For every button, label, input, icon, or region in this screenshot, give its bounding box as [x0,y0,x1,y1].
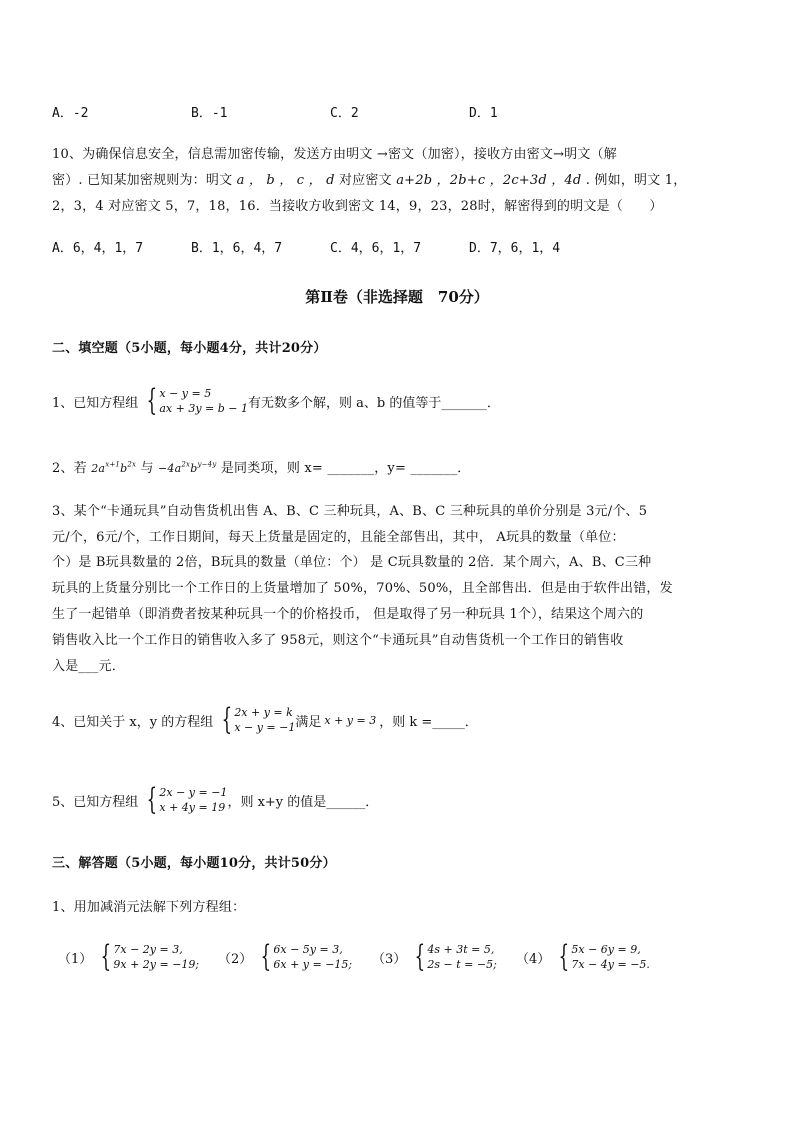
brace-icon: { [260,939,272,974]
section2-heading: 二、填空题（5小题，每小题4分，共计20分） [52,341,327,356]
s2-q2-term2: −4a [158,462,182,475]
s2-q2-sup2: 2x [181,460,191,469]
q9-option-a: A．-2 [52,106,89,121]
s2-q2-mid: 与 [140,461,154,476]
s2-q2 [52,457,471,476]
s3-q1-intro: 1、用加减消元法解下列方程组： [52,900,246,915]
s3-system-3-eqs [427,942,496,972]
s2-q2-term1: 2a [91,462,106,475]
s2-q2-prefix: 2、若 [52,461,87,476]
s2-q4-system [234,705,295,735]
s2-q3-line7: 入是___元． [52,659,125,674]
s3-system-4 [516,939,650,974]
brace-icon: { [558,939,570,974]
s3-system-2 [218,939,353,974]
s3-system-3-eq2: 2s − t = −5; [427,958,497,971]
section3-heading: 三、解答题（5小题，每小题10分，共计50分） [52,856,336,871]
s3-system-3-label: （3） [372,951,407,967]
s2-q1 [52,383,500,418]
q10-line2-text-c: . 例如，明文 1， [585,173,687,188]
s3-system-1-eqs [113,942,199,972]
s2-q2-sup1: x+1 [105,460,121,469]
q10-cipher-expr: a+2b ，2b+c ，2c+3d ，4d [396,173,582,188]
s2-q4-condition: x + y = 3 [324,713,377,727]
s2-q3-line1: 3、某个“卡通玩具”自动售货机出售 A、B、C 三种玩具，A、B、C 三种玩具的单价分别是 3元/个、5 [52,504,648,519]
s2-q4 [52,702,478,737]
s3-system-4-eq1: 5x − 6y = 9, [571,943,641,956]
q9-option-d: D．1 [469,106,498,121]
s2-q2-suffix: 是同类项，则 x= _______，y= _______． [220,461,471,476]
s2-q3-line4: 玩具的上货量分别比一个工作日的上货量增加了 50%，70%、50%，且全部售出．但是由于软件出错，发 [52,581,673,596]
q9-option-c: C．2 [330,106,359,121]
s2-q5-eq2: x + 4y = 19 [159,801,226,814]
s2-q1-suffix: 有无数多个解，则 a、b 的值等于_______． [248,395,500,411]
q10-line2-text-b: 对应密文 [339,173,392,188]
s3-system-3 [372,939,497,974]
brace-icon: { [146,383,158,418]
s2-q3-line6: 销售收入比一个工作日的销售收入多了 958元，则这个“卡通玩具”自动售货机一个工作日的销售收 [52,633,624,648]
brace-icon: { [146,782,158,817]
s3-system-2-label: （2） [218,951,253,967]
s2-q2-sup2b: y−4y [197,460,217,469]
s3-system-4-eqs [571,942,650,972]
s3-system-1-eq2: 9x + 2y = −19; [113,958,200,971]
q9-option-b: B．-1 [191,106,228,121]
s2-q3-line5: 生了一起错单（即消费者按某种玩具一个的价格投币， 但是取得了另一种玩具 1个），结果这个周六的 [52,607,644,622]
q10-line1: 10、为确保信息安全，信息需加密传输，发送方由明文 →密文（加密），接收方由密文→明文（解 [52,147,617,162]
s2-q5-system [159,785,227,815]
q10-option-d: D．7，6，1，4 [469,241,561,256]
s3-system-1-label: （1） [58,951,93,967]
q10-line3: 2，3，4 对应密文 5，7，18，16．当接收方收到密文 14，9，23，28时，解密得到的明文是（ ） [52,199,663,214]
s2-q4-suffix: ，则 k =_____． [379,714,478,730]
s2-q5 [52,782,379,817]
q10-option-c: C．4，6，1，7 [330,241,422,256]
s2-q2-term1b: b [120,462,128,475]
s2-q4-mid: 满足 [295,714,322,730]
brace-icon: { [100,939,112,974]
s3-system-2-eq1: 6x − 5y = 3, [273,943,343,956]
s2-q5-eq1: 2x − y = −1 [159,786,228,799]
s3-system-2-eqs [273,942,352,972]
part2-title: 第Ⅱ卷（非选择题 70分） [305,288,489,306]
s3-system-4-label: （4） [516,951,551,967]
s2-q1-system [159,386,248,416]
s2-q1-prefix: 1、已知方程组 [52,395,139,411]
s2-q5-suffix: ，则 x+y 的值是______． [227,794,379,810]
q10-option-b: B．1，6，4，7 [191,241,283,256]
s3-system-1 [58,939,200,974]
q10-line2-text: 密）. 已知某加密规则为：明文 [52,173,233,188]
s2-q1-eq2: ax + 3y = b − 1 [159,402,249,415]
s2-q2-sup1b: 2x [127,460,137,469]
s2-q5-prefix: 5、已知方程组 [52,794,139,810]
s2-q4-eq1: 2x + y = k [234,706,293,719]
s3-system-3-eq1: 4s + 3t = 5, [427,943,495,956]
brace-icon: { [221,702,233,737]
s2-q4-eq2: x − y = −1 [234,721,296,734]
q10-option-a: A．6，4，1，7 [52,241,144,256]
s2-q3-line3: 个）是 B玩具数量的 2倍，B玩具的数量（单位：个） 是 C玩具数量的 2倍．某个周六，A、B、C三种 [52,555,652,570]
s3-system-4-eq2: 7x − 4y = −5. [571,958,650,971]
s2-q3-line2: 元/个，6元/个，工作日期间，每天上货量是固定的，且能全部售出，其中， A玩具的数量（单位： [52,530,625,545]
s2-q4-prefix: 4、已知关于 x，y 的方程组 [52,714,214,730]
s3-system-2-eq2: 6x + y = −15; [273,958,353,971]
brace-icon: { [414,939,426,974]
s2-q2-term2b: b [190,462,198,475]
q10-plain-vars: a ， b ， c ， d [236,173,335,188]
q10-line2 [52,169,686,188]
s3-system-1-eq1: 7x − 2y = 3, [113,943,183,956]
s2-q1-eq1: x − y = 5 [159,387,212,400]
